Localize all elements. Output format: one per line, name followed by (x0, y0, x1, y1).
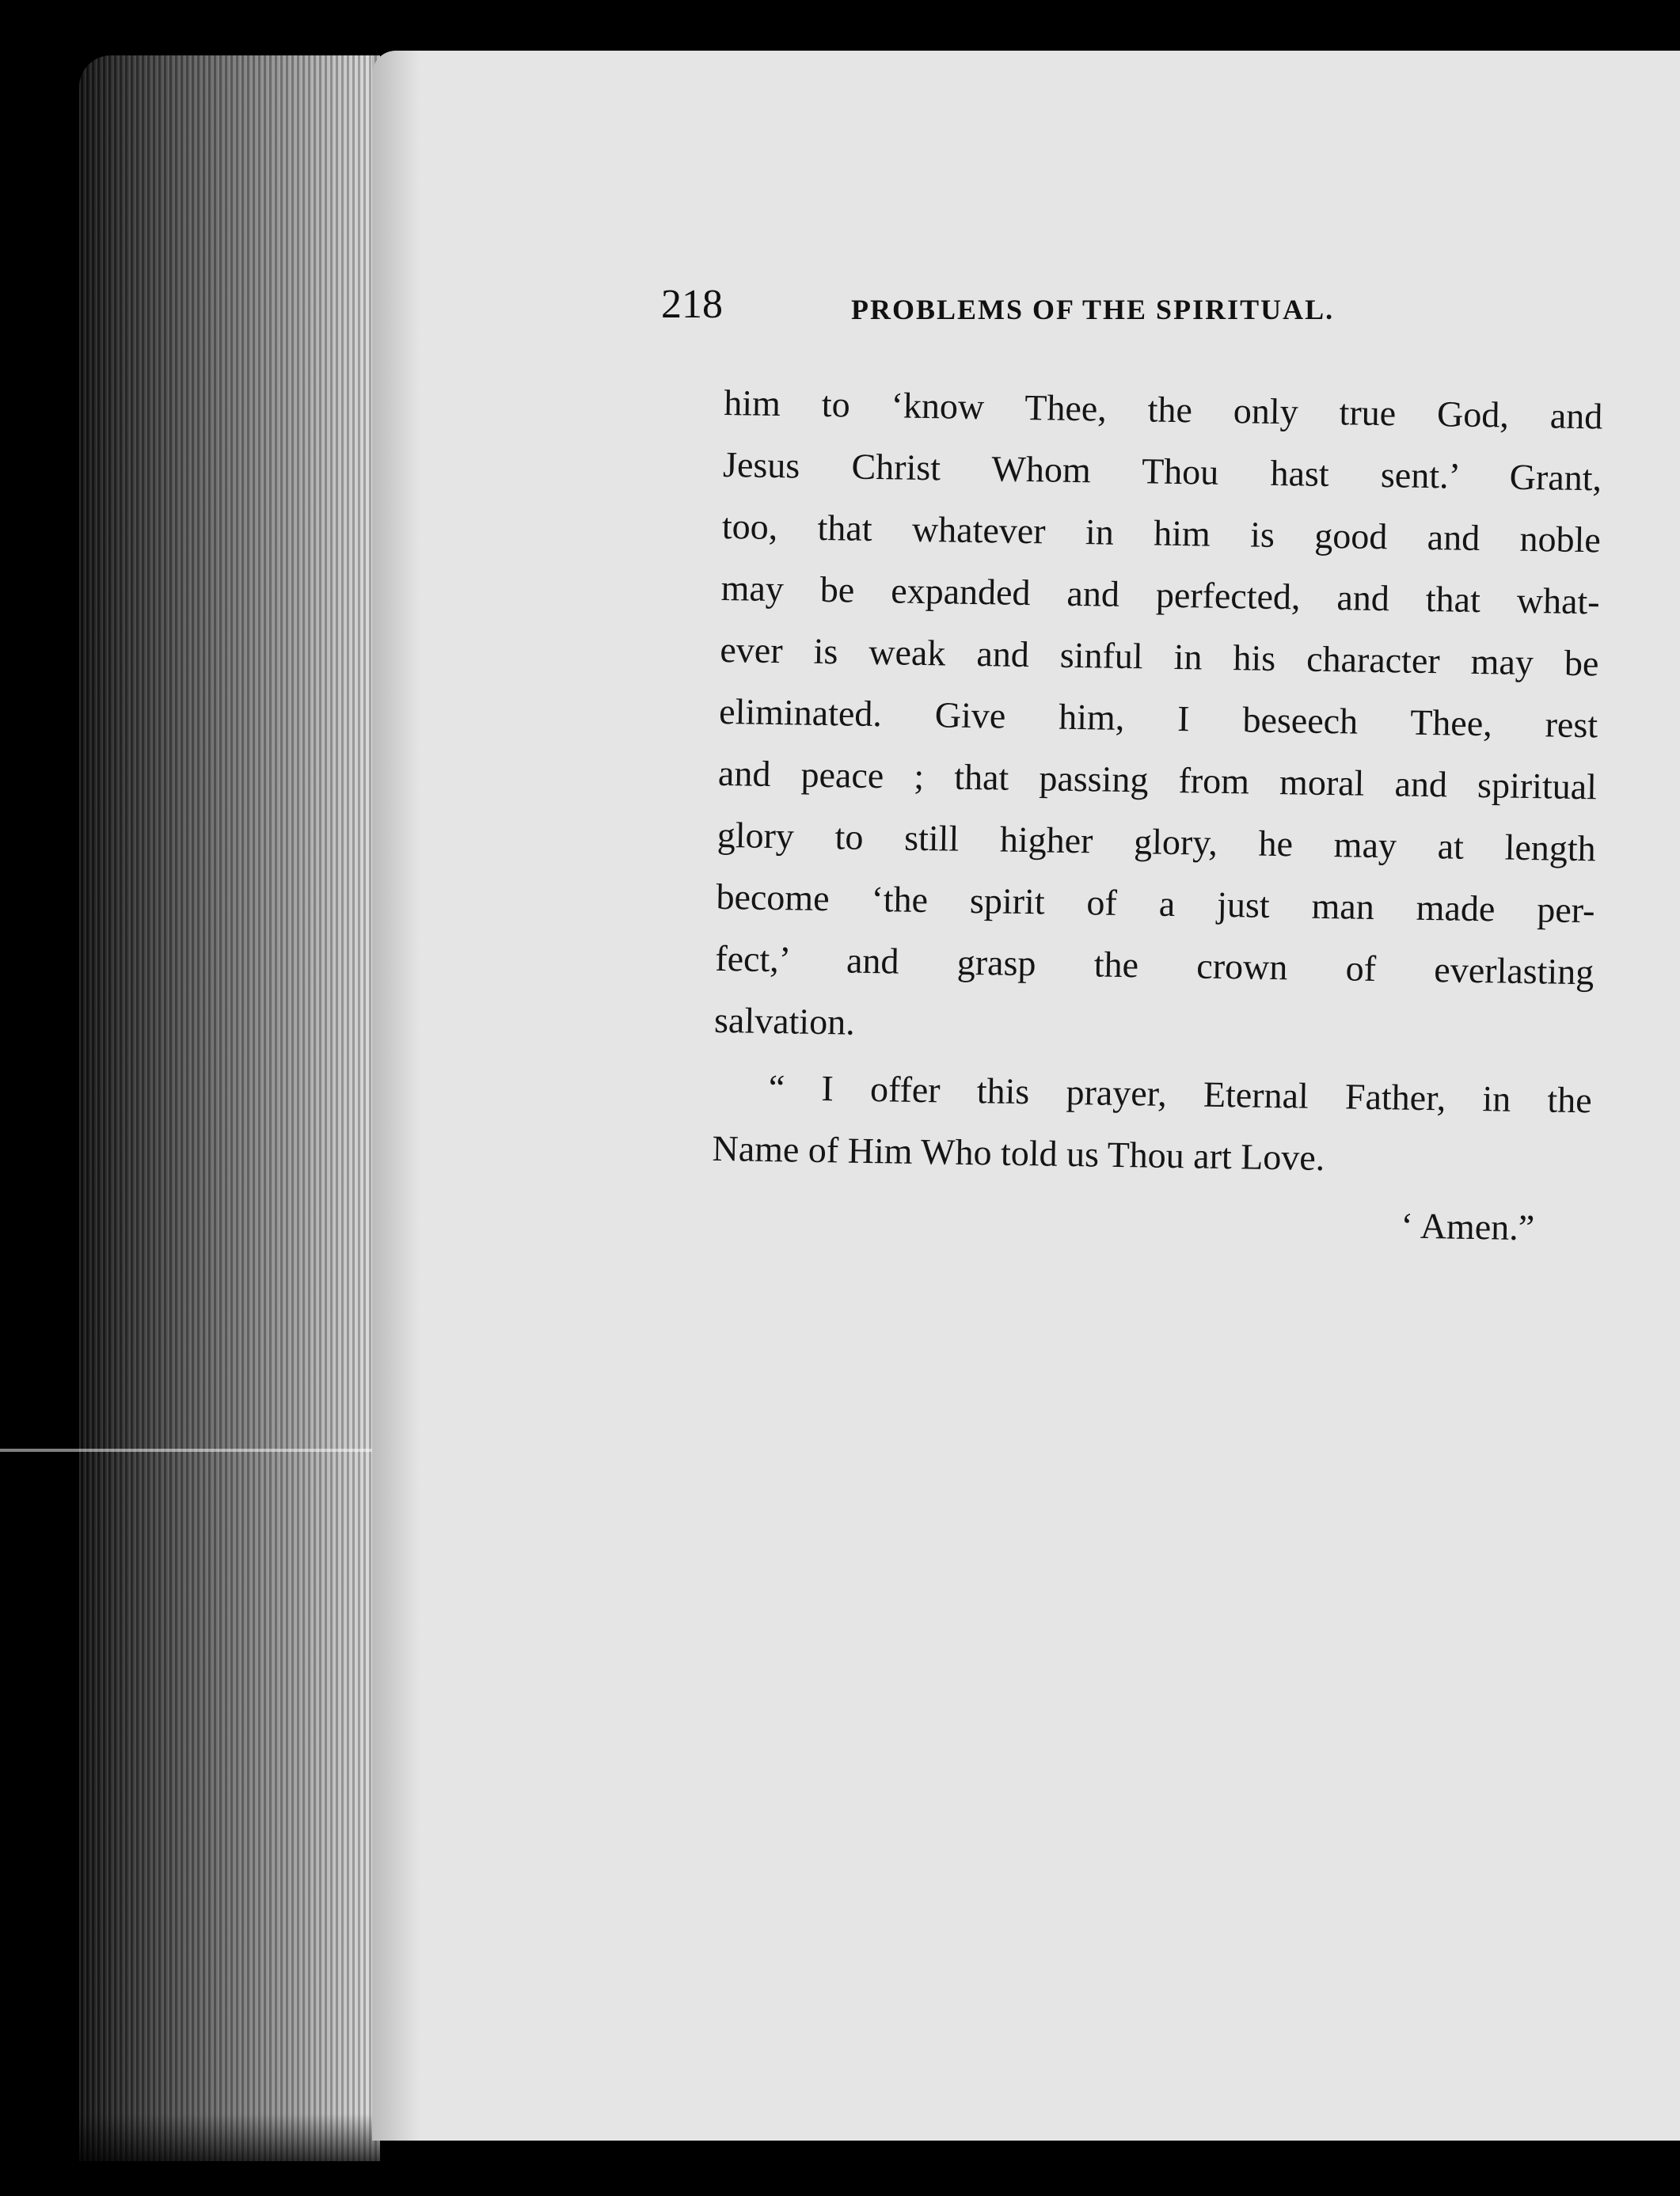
running-title: PROBLEMS OF THE SPIRITUAL. (851, 294, 1335, 325)
text-line: ever is weak and sinful in his character may be (720, 629, 1599, 684)
text-line: glory to still higher glory, he may at length (716, 814, 1597, 869)
text-line: too, that whatever in him is good and noble (721, 505, 1602, 560)
closing-amen: ‘ Amen.” (1401, 1205, 1535, 1248)
text-line: him to ‘know Thee, the only true God, and (723, 382, 1603, 437)
scan-streak (0, 1449, 380, 1452)
text-line: may be expanded and perfected, and that what- (720, 567, 1600, 622)
text-line: and peace ; that passing from moral and spiritual (717, 752, 1598, 807)
page-header (661, 281, 1453, 336)
text-line: fect,’ and grasp the crown of everlasting (714, 937, 1594, 993)
text-line: eliminated. Give him, I beseech Thee, rest (718, 690, 1598, 746)
text-line: Name of Him Who told us Thou art Love. (712, 1127, 1325, 1179)
book-page-edges (79, 55, 380, 2161)
text-line: salvation. (713, 999, 856, 1043)
paragraph-2 (712, 1056, 1592, 1193)
page-number: 218 (661, 282, 723, 327)
body-text (711, 372, 1603, 1259)
text-line: become ‘the spirit of a just man made per- (716, 876, 1595, 931)
text-line: “ I offer this prayer, Eternal Father, in the (768, 1066, 1593, 1121)
text-line: Jesus Christ Whom Thou hast sent.’ Grant, (722, 443, 1602, 499)
paragraph-1 (714, 372, 1603, 1065)
